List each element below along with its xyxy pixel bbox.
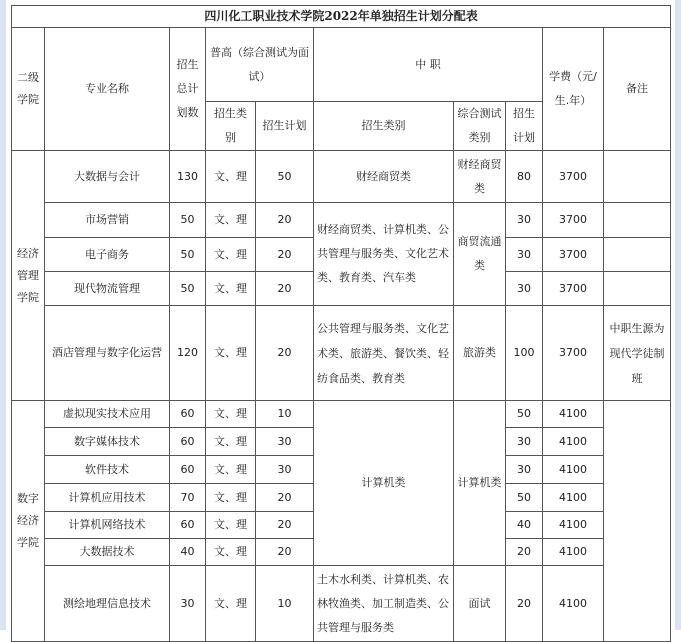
major-cell: 现代物流管理 bbox=[45, 272, 170, 306]
zz-type-cell: 财经商贸类 bbox=[314, 151, 454, 203]
major-cell: 数字媒体技术 bbox=[45, 428, 170, 456]
total-cell: 60 bbox=[170, 456, 206, 484]
gk-type-cell: 文、理 bbox=[206, 566, 256, 642]
fee-cell: 4100 bbox=[543, 428, 604, 456]
zz-test-cell: 商贸流通类 bbox=[454, 203, 506, 306]
gk-type-cell: 文、理 bbox=[206, 203, 256, 238]
gk-type-cell: 文、理 bbox=[206, 306, 256, 401]
major-cell: 测绘地理信息技术 bbox=[45, 566, 170, 642]
fee-cell: 4100 bbox=[543, 539, 604, 566]
gk-plan-cell: 20 bbox=[256, 306, 314, 401]
zz-plan-cell: 30 bbox=[506, 428, 543, 456]
header-major: 专业名称 bbox=[45, 28, 170, 151]
note-cell bbox=[604, 401, 671, 642]
zz-test-cell: 财经商贸类 bbox=[454, 151, 506, 203]
total-cell: 50 bbox=[170, 203, 206, 238]
total-cell: 120 bbox=[170, 306, 206, 401]
zz-type-cell: 计算机类 bbox=[314, 401, 454, 566]
table-row bbox=[12, 566, 671, 642]
fee-cell: 3700 bbox=[543, 306, 604, 401]
zz-plan-cell: 100 bbox=[506, 306, 543, 401]
table-row bbox=[12, 203, 671, 238]
table-row bbox=[12, 401, 671, 428]
zz-plan-cell: 80 bbox=[506, 151, 543, 203]
header-total: 招生总计划数 bbox=[170, 28, 206, 151]
gk-plan-cell: 10 bbox=[256, 566, 314, 642]
gk-plan-cell: 20 bbox=[256, 539, 314, 566]
gk-plan-cell: 10 bbox=[256, 401, 314, 428]
zz-plan-cell: 20 bbox=[506, 539, 543, 566]
college-cell: 数字经济学院 bbox=[12, 401, 45, 642]
header-gaokao-plan: 招生计划 bbox=[256, 102, 314, 151]
zz-type-cell: 财经商贸类、计算机类、公共管理与服务类、文化艺术类、教育类、汽车类 bbox=[314, 203, 454, 306]
note-cell bbox=[604, 203, 671, 238]
fee-cell: 4100 bbox=[543, 401, 604, 428]
major-cell: 大数据与会计 bbox=[45, 151, 170, 203]
zz-plan-cell: 50 bbox=[506, 484, 543, 512]
header-zz-type: 招生类别 bbox=[314, 102, 454, 151]
major-cell: 大数据技术 bbox=[45, 539, 170, 566]
gk-type-cell: 文、理 bbox=[206, 539, 256, 566]
total-cell: 60 bbox=[170, 512, 206, 539]
fee-cell: 4100 bbox=[543, 456, 604, 484]
fee-cell: 3700 bbox=[543, 238, 604, 272]
note-cell bbox=[604, 272, 671, 306]
gk-type-cell: 文、理 bbox=[206, 456, 256, 484]
header-gaokao: 普高（综合测试为面试） bbox=[206, 28, 314, 102]
major-cell: 电子商务 bbox=[45, 238, 170, 272]
table-row bbox=[12, 151, 671, 203]
zz-type-cell: 土木水利类、计算机类、农林牧渔类、加工制造类、公共管理与服务类 bbox=[314, 566, 454, 642]
gk-type-cell: 文、理 bbox=[206, 151, 256, 203]
gk-type-cell: 文、理 bbox=[206, 512, 256, 539]
table-title: 四川化工职业技术学院2022年单独招生计划分配表 bbox=[12, 6, 671, 28]
fee-cell: 4100 bbox=[543, 512, 604, 539]
total-cell: 70 bbox=[170, 484, 206, 512]
total-cell: 30 bbox=[170, 566, 206, 642]
zz-plan-cell: 30 bbox=[506, 238, 543, 272]
college-cell: 经济管理学院 bbox=[12, 151, 45, 401]
total-cell: 130 bbox=[170, 151, 206, 203]
major-cell: 计算机网络技术 bbox=[45, 512, 170, 539]
fee-cell: 4100 bbox=[543, 484, 604, 512]
gk-type-cell: 文、理 bbox=[206, 272, 256, 306]
fee-cell: 3700 bbox=[543, 151, 604, 203]
total-cell: 50 bbox=[170, 238, 206, 272]
major-cell: 计算机应用技术 bbox=[45, 484, 170, 512]
major-cell: 软件技术 bbox=[45, 456, 170, 484]
note-cell bbox=[604, 151, 671, 203]
gk-plan-cell: 50 bbox=[256, 151, 314, 203]
gk-plan-cell: 20 bbox=[256, 512, 314, 539]
header-gaokao-type: 招生类别 bbox=[206, 102, 256, 151]
note-cell bbox=[604, 238, 671, 272]
gk-plan-cell: 20 bbox=[256, 484, 314, 512]
header-college: 二级学院 bbox=[12, 28, 45, 151]
zz-plan-cell: 30 bbox=[506, 456, 543, 484]
zz-plan-cell: 30 bbox=[506, 272, 543, 306]
gk-plan-cell: 20 bbox=[256, 203, 314, 238]
major-cell: 酒店管理与数字化运营 bbox=[45, 306, 170, 401]
zz-test-cell: 计算机类 bbox=[454, 401, 506, 566]
gk-plan-cell: 20 bbox=[256, 272, 314, 306]
zz-plan-cell: 40 bbox=[506, 512, 543, 539]
gk-plan-cell: 20 bbox=[256, 238, 314, 272]
fee-cell: 4100 bbox=[543, 566, 604, 642]
total-cell: 50 bbox=[170, 272, 206, 306]
gk-type-cell: 文、理 bbox=[206, 238, 256, 272]
zz-type-cell: 公共管理与服务类、文化艺术类、旅游类、餐饮类、轻纺食品类、教育类 bbox=[314, 306, 454, 401]
zz-test-cell: 面试 bbox=[454, 566, 506, 642]
header-fee: 学费（元/生.年） bbox=[543, 28, 604, 151]
fee-cell: 3700 bbox=[543, 272, 604, 306]
zz-test-cell: 旅游类 bbox=[454, 306, 506, 401]
gk-type-cell: 文、理 bbox=[206, 484, 256, 512]
fee-cell: 3700 bbox=[543, 203, 604, 238]
table-row bbox=[12, 306, 671, 401]
gk-type-cell: 文、理 bbox=[206, 428, 256, 456]
header-note: 备注 bbox=[604, 28, 671, 151]
header-zz-plan: 招生计划 bbox=[506, 102, 543, 151]
zz-plan-cell: 50 bbox=[506, 401, 543, 428]
major-cell: 虚拟现实技术应用 bbox=[45, 401, 170, 428]
gk-type-cell: 文、理 bbox=[206, 401, 256, 428]
major-cell: 市场营销 bbox=[45, 203, 170, 238]
note-cell: 中职生源为现代学徒制班 bbox=[604, 306, 671, 401]
gk-plan-cell: 30 bbox=[256, 428, 314, 456]
total-cell: 60 bbox=[170, 428, 206, 456]
zz-plan-cell: 20 bbox=[506, 566, 543, 642]
gk-plan-cell: 30 bbox=[256, 456, 314, 484]
enrollment-table bbox=[11, 5, 671, 642]
total-cell: 60 bbox=[170, 401, 206, 428]
zz-plan-cell: 30 bbox=[506, 203, 543, 238]
header-zz-test: 综合测试类别 bbox=[454, 102, 506, 151]
header-zhongzhi: 中 职 bbox=[314, 28, 543, 102]
total-cell: 40 bbox=[170, 539, 206, 566]
